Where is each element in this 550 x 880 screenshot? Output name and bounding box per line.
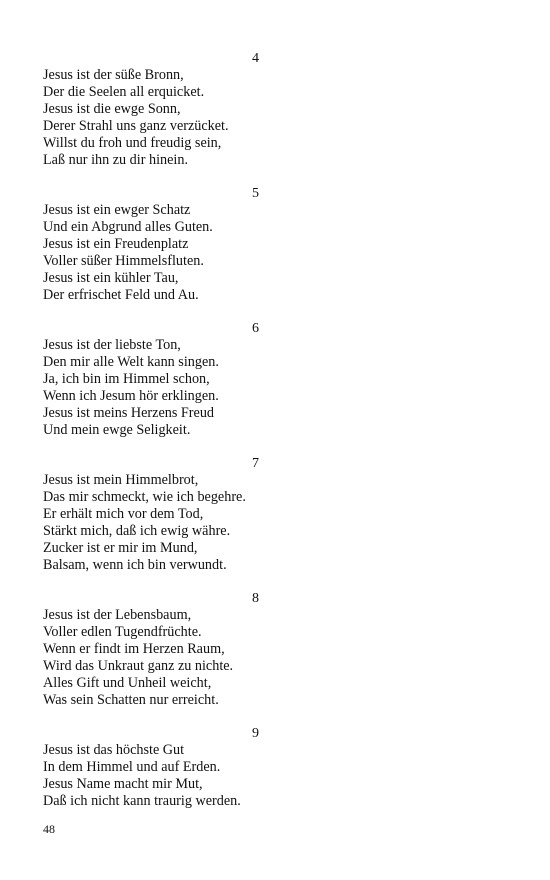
verse-line: Voller süßer Himmelsfluten. [43, 253, 204, 269]
verse-line: Und mein ewge Seligkeit. [43, 422, 191, 438]
verse-line: Jesus ist das höchste Gut [43, 742, 185, 758]
verse-line: Wird das Unkraut ganz zu nichte. [43, 658, 234, 674]
verse-line: Jesus ist der liebste Ton, [43, 337, 181, 353]
verse-line: Jesus ist die ewge Sonn, [43, 101, 181, 117]
verse-line: Jesus ist ein kühler Tau, [43, 270, 179, 286]
verse-line: Zucker ist er mir im Mund, [43, 540, 198, 556]
page-number: 48 [43, 822, 55, 836]
verse-line: Jesus ist ein Freudenplatz [43, 236, 189, 252]
verse-line: Wenn er findt im Herzen Raum, [43, 641, 225, 657]
verse-line: Der die Seelen all erquicket. [43, 84, 205, 100]
verse-line: Laß nur ihn zu dir hinein. [43, 152, 188, 168]
verse-line: Das mir schmeckt, wie ich begehre. [43, 489, 246, 505]
stanza [43, 50, 273, 169]
stanza-number: 4 [252, 51, 259, 66]
verse-line: Stärkt mich, daß ich ewig währe. [43, 523, 231, 539]
verse-line: Der erfrischet Feld und Au. [43, 287, 199, 303]
verse-line: Willst du froh und freudig sein, [43, 135, 222, 151]
verse-line: Derer Strahl uns ganz verzücket. [43, 118, 229, 134]
verse-line: Balsam, wenn ich bin verwundt. [43, 557, 227, 573]
verse-line: Voller edlen Tugendfrüchte. [43, 624, 202, 640]
verse-line: Jesus ist der Lebensbaum, [43, 607, 192, 623]
stanza-number: 7 [252, 456, 259, 471]
verse-line: Jesus Name macht mir Mut, [43, 776, 203, 792]
verse-line: Alles Gift und Unheil weicht, [43, 675, 212, 691]
verse-line: In dem Himmel und auf Erden. [43, 759, 221, 775]
stanza-number: 5 [252, 186, 259, 201]
verse-line: Und ein Abgrund alles Guten. [43, 219, 213, 235]
stanza [43, 590, 273, 709]
stanza [43, 455, 273, 574]
verse-line: Jesus ist mein Himmelbrot, [43, 472, 199, 488]
hymn-text [43, 50, 273, 826]
verse-line: Ja, ich bin im Himmel schon, [43, 371, 210, 387]
verse-line: Wenn ich Jesum hör erklingen. [43, 388, 219, 404]
stanza [43, 725, 273, 810]
verse-line: Er erhält mich vor dem Tod, [43, 506, 204, 522]
verse-line: Jesus ist ein ewger Schatz [43, 202, 191, 218]
stanza-number: 6 [252, 321, 259, 336]
stanza [43, 320, 273, 439]
stanza-number: 8 [252, 591, 259, 606]
verse-line: Jesus ist meins Herzens Freud [43, 405, 215, 421]
verse-line: Jesus ist der süße Bronn, [43, 67, 184, 83]
stanza-number: 9 [252, 726, 259, 741]
verse-line: Den mir alle Welt kann singen. [43, 354, 219, 370]
verse-line: Was sein Schatten nur erreicht. [43, 692, 219, 708]
verse-line: Daß ich nicht kann traurig werden. [43, 793, 241, 809]
stanza [43, 185, 273, 304]
